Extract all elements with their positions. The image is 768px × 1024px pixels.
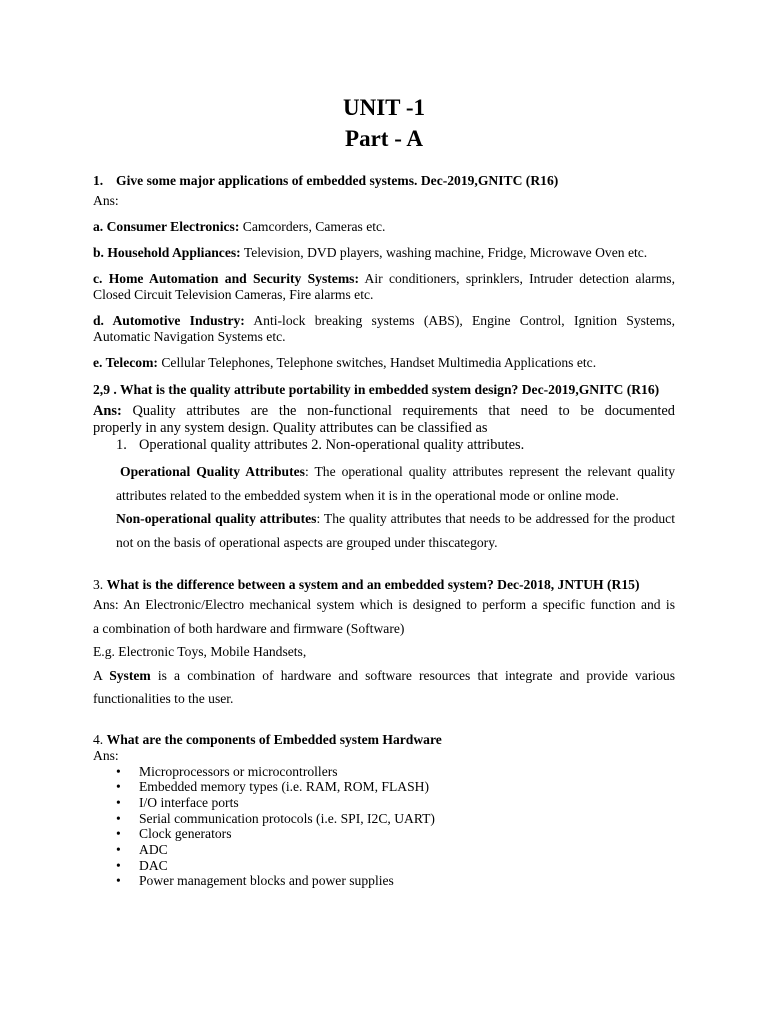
application-label: a. Consumer Electronics:	[93, 219, 240, 234]
question-2: 2,9 . What is the quality attribute portability in embedded system design? Dec-2019,GNITC (R16)	[93, 382, 660, 397]
list-item-text: I/O interface ports	[139, 794, 239, 810]
question-4	[93, 732, 675, 748]
list-item	[93, 842, 675, 858]
question-3	[93, 577, 675, 593]
question-1-number: 1.	[93, 173, 104, 188]
quality-list-text: Operational quality attributes 2. Non-operational quality attributes.	[139, 437, 525, 453]
bullet-icon: •	[116, 873, 121, 889]
bullet-icon: •	[116, 826, 121, 842]
application-text: Cellular Telephones, Telephone switches, Handset Multimedia Applications etc.	[161, 355, 597, 370]
answer-3	[93, 593, 675, 711]
list-item	[93, 873, 675, 889]
quality-list-number: 1.	[116, 437, 127, 453]
list-item-text: Serial communication protocols (i.e. SPI, I2C, UART)	[139, 810, 435, 826]
hardware-components-list	[93, 764, 675, 890]
system-word: System	[109, 667, 151, 683]
list-item	[93, 779, 675, 795]
question-3-text: What is the difference between a system and an embedded system? Dec-2018, JNTUH (R15)	[106, 577, 640, 592]
list-item-text: DAC	[139, 857, 168, 873]
list-item	[93, 764, 675, 780]
document-page	[93, 92, 675, 889]
operational-label: Operational Quality Attributes	[120, 464, 305, 479]
answer-3-line-1: Ans: An Electronic/Electro mechanical system which is designed to perform a specific function and is	[93, 597, 675, 612]
question-4-text: What are the components of Embedded system Hardware	[106, 731, 442, 747]
bullet-icon: •	[116, 842, 121, 858]
system-prefix: A	[93, 667, 103, 683]
answer-2-label: Ans:	[93, 403, 122, 419]
list-item-text: Power management blocks and power supplies	[139, 873, 394, 889]
list-item-text: Microprocessors or microcontrollers	[139, 763, 338, 779]
question-1-text: Give some major applications of embedded systems. Dec-2019,GNITC (R16)	[116, 173, 559, 188]
list-item	[93, 826, 675, 842]
operational-text: : The operational quality attributes represent the relevant quality attributes related to the embedded system when it is in the operational mode or online mode.	[116, 464, 675, 503]
application-item	[93, 219, 675, 235]
application-item	[93, 355, 675, 371]
application-label: d. Automotive Industry:	[93, 313, 245, 328]
list-item	[93, 858, 675, 874]
non-operational-text: : The quality attributes that needs to be addressed for the product not on the basis of operational aspects are grouped under thiscategory.	[116, 511, 675, 550]
application-text: Camcorders, Cameras etc.	[242, 219, 386, 234]
bullet-icon: •	[116, 779, 121, 795]
list-item-text: ADC	[139, 842, 168, 858]
system-text: is a combination of hardware and software resources that integrate and provide various functionalities to the user.	[93, 667, 676, 706]
non-operational-label: Non-operational quality attributes	[116, 511, 317, 526]
answer-3-example: E.g. Electronic Toys, Mobile Handsets,	[93, 644, 307, 659]
bullet-icon: •	[116, 810, 121, 826]
operational-paragraph	[93, 460, 675, 507]
answer-1-label: Ans:	[93, 193, 119, 208]
question-1	[93, 173, 675, 189]
application-label: c. Home Automation and Security Systems:	[93, 271, 359, 286]
answer-2-line-1	[93, 403, 675, 420]
question-3-number: 3.	[93, 577, 104, 592]
question-4-number: 4.	[93, 731, 104, 747]
list-item-text: Clock generators	[139, 826, 232, 842]
application-label: b. Household Appliances:	[93, 245, 241, 260]
list-item	[93, 795, 675, 811]
system-definition	[93, 664, 675, 711]
part-title: Part - A	[345, 126, 423, 151]
application-item	[93, 271, 675, 303]
answer-2-text-1: Quality attributes are the non-functional requirements that need to be documented	[132, 403, 675, 419]
list-item	[93, 811, 675, 827]
application-text: Television, DVD players, washing machine, Fridge, Microwave Oven etc.	[243, 245, 648, 260]
non-operational-paragraph	[93, 507, 675, 554]
application-label: e. Telecom:	[93, 355, 158, 370]
application-text: Anti-lock breaking systems (ABS), Engine Control, Ignition Systems, Automatic Navigation Systems etc.	[93, 313, 675, 344]
unit-title: UNIT -1	[342, 95, 425, 120]
answer-4-label: Ans:	[93, 747, 119, 763]
application-item	[93, 245, 675, 261]
application-text: Air conditioners, sprinklers, Intruder detection alarms, Closed Circuit Television Cameras, Fire alarms etc.	[93, 271, 675, 302]
answer-2-line-2: properly in any system design. Quality attributes can be classified as	[93, 420, 488, 436]
quality-list-item	[93, 437, 675, 454]
bullet-icon: •	[116, 857, 121, 873]
bullet-icon: •	[116, 794, 121, 810]
bullet-icon: •	[116, 763, 121, 779]
answer-3-line-2: a combination of both hardware and firmware (Software)	[93, 620, 405, 636]
application-item	[93, 313, 675, 345]
list-item-text: Embedded memory types (i.e. RAM, ROM, FLASH)	[139, 779, 429, 795]
